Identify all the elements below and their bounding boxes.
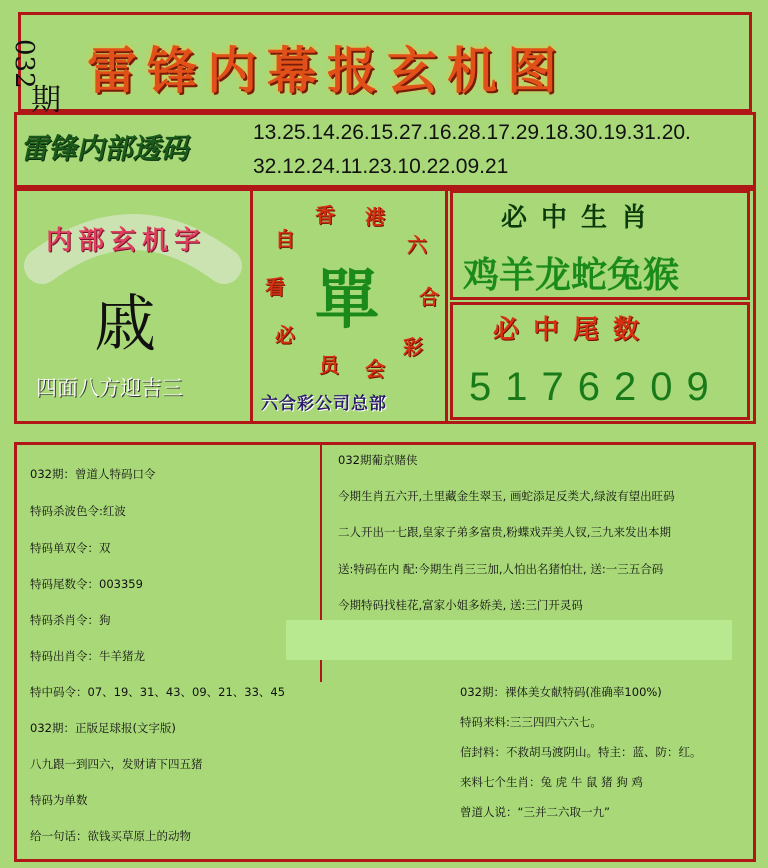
divider-right: [445, 188, 448, 424]
right-bottom-line-4: 曾道人说：“三并二六取一九”: [460, 805, 610, 819]
ring-char-6: 员: [319, 353, 339, 377]
right-top-line-3: 送:特码在内 配:今期生肖三三加,人怕出名猪怕壮, 送:一三五合码: [338, 562, 664, 576]
xuanji-arc-label: 内部玄机字: [46, 226, 207, 256]
center-footer: 六合彩公司总部: [261, 394, 387, 414]
internal-numbers-line-1: 13.25.14.26.15.27.16.28.17.29.18.30.19.31.20.: [253, 121, 691, 144]
right-bottom-line-1: 特码来料:三三四四六六七。: [460, 715, 602, 729]
ring-char-3: 合: [419, 285, 439, 309]
ring-char-9: 自: [275, 227, 295, 251]
xuanji-phrase: 四面八方迎吉三: [36, 376, 183, 400]
period-suffix: 期: [31, 83, 61, 118]
xuanji-panel: [22, 194, 244, 418]
xuanji-big-char: 戚: [94, 287, 157, 360]
right-top-line-0: 032期葡京赌侠: [338, 453, 418, 467]
header-box: [9, 12, 752, 118]
right-bottom-line-3: 来料七个生肖：兔 虎 牛 鼠 猪 狗 鸡: [460, 775, 643, 789]
left-line-6: 特中码令：07、19、31、43、09、21、33、45: [30, 685, 286, 699]
left-line-4: 特码杀肖令：狗: [30, 613, 111, 627]
tail-panel: [450, 302, 750, 420]
zodiac-label: 必中生肖: [501, 203, 662, 233]
left-line-9: 特码为单数: [30, 793, 88, 807]
center-panel: [253, 191, 445, 421]
right-bottom-line-2: 信封料：不救胡马渡阴山。特主：蓝、防：红。: [460, 745, 702, 759]
right-top-line-2: 二人开出一七跟,皇家子弟多富贵,粉蝶戏弄美人钗,三九来发出本期: [338, 525, 671, 539]
internal-box: [14, 112, 756, 188]
left-line-8: 八九跟一到四六，发财请下四五猪: [30, 757, 203, 771]
left-line-2: 特码单双令：双: [30, 541, 111, 555]
internal-numbers-line-2: 32.12.24.11.23.10.22.09.21: [253, 155, 509, 178]
left-line-0: 032期：曾道人特码口令: [30, 467, 156, 481]
ring-char-8: 看: [265, 275, 285, 299]
ring-char-1: 港: [365, 205, 385, 229]
center-big-char: 單: [315, 263, 379, 338]
right-top-line-1: 今期生肖五六开,土里藏金生翠玉, 画蛇添足反类犬,绿波有望出旺码: [338, 489, 675, 503]
right-bottom-line-0: 032期：裸体美女献特码(准确率100%): [460, 685, 662, 699]
zodiac-panel: [450, 190, 750, 300]
ring-char-4: 彩: [403, 335, 423, 359]
ring-char-5: 会: [365, 357, 385, 381]
tail-label: 必中尾数: [493, 315, 654, 345]
left-line-7: 032期：正版足球报(文字版): [30, 721, 176, 735]
left-line-5: 特码出肖令：牛羊猪龙: [30, 649, 145, 663]
ring-char-2: 六: [407, 233, 427, 257]
zodiac-animals: 鸡羊龙蛇兔猴: [463, 254, 680, 296]
period-number: 032: [9, 39, 39, 89]
left-line-1: 特码杀波色令:红波: [30, 504, 126, 518]
left-line-10: 给一句话：欲钱买草原上的动物: [30, 829, 191, 843]
left-line-3: 特码尾数令：003359: [30, 577, 143, 591]
internal-label: 雷锋内部透码: [19, 132, 195, 165]
tail-digits: 5176209: [469, 365, 723, 409]
right-top-line-4: 今期特码找桂花,富家小姐多娇美, 送:三门开灵码: [338, 598, 583, 612]
page-title: 雷锋内幕报玄机图: [87, 41, 567, 100]
ring-char-0: 香: [315, 203, 335, 227]
highlight-bar: [286, 620, 732, 660]
ring-char-7: 必: [275, 323, 295, 347]
